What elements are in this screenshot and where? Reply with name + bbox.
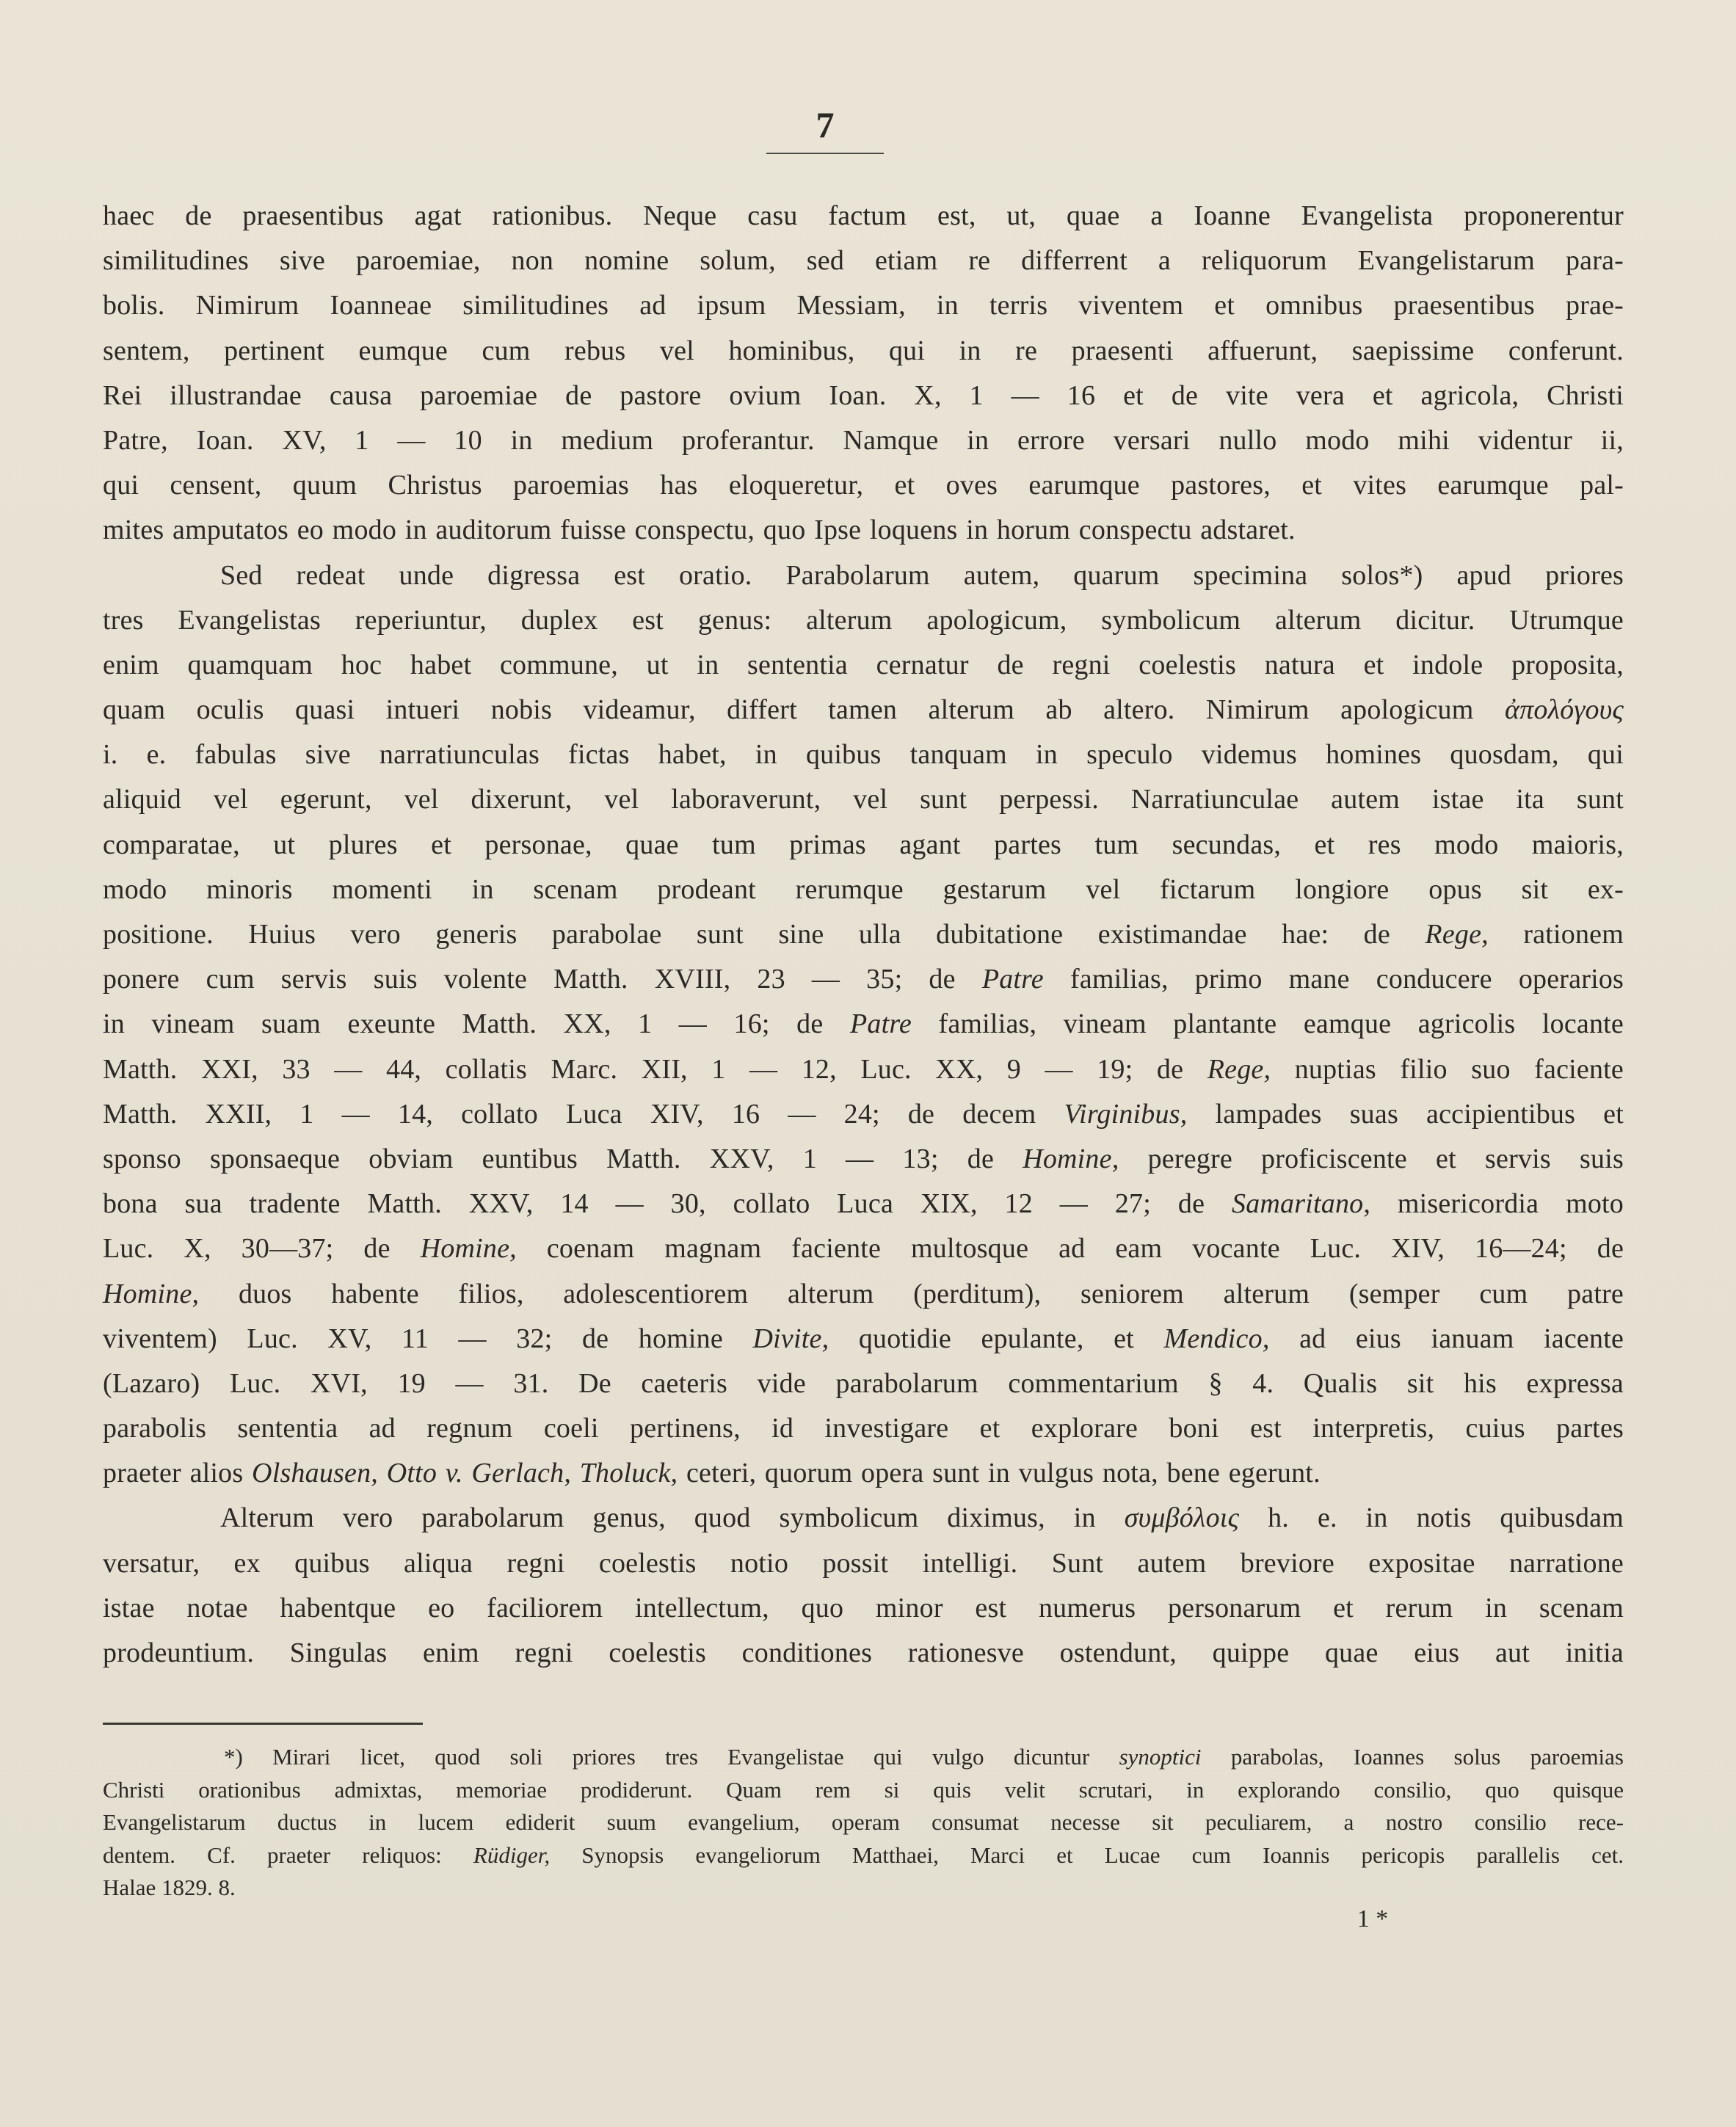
text-segment: Matth. XXII, 1 — 14, collato Luca XIV, 16 — 24; de decem — [103, 1098, 1036, 1130]
page-number-rule — [766, 153, 884, 154]
text-line: versatur, ex quibus aliqua regni coelestis notio possit intelligi. Sunt autem breviore expositae narratione — [103, 1547, 1624, 1579]
text-line: tres Evangelistas reperiuntur, duplex est genus: alterum apologicum, symbolicum alterum dicitur. Utrumque — [103, 604, 1624, 636]
text-segment: Alterum vero parabolarum genus, quod symbolicum diximus, in — [220, 1502, 1096, 1534]
footnote-line: Halae 1829. 8. — [103, 1875, 236, 1901]
text-line: Rei illustrandae causa paroemiae de pastore ovium Ioan. X, 1 — 16 et de vite vera et agricola, Christi — [103, 379, 1624, 411]
italic-name: Rege, — [1207, 1053, 1271, 1085]
text-line: bolis. Nimirum Ioanneae similitudines ad ipsum Messiam, in terris viventem et omnibus praesentibus prae- — [103, 290, 1624, 321]
text-segment: quotidie epulante, et — [858, 1323, 1134, 1354]
text-segment: duos habente filios, adolescentiorem alterum (perditum), seniorem alterum (semper cum patre — [238, 1278, 1624, 1309]
text-segment: rationem — [1523, 919, 1624, 950]
footnote — [103, 1741, 1624, 1905]
italic-name: Divite, — [752, 1323, 829, 1354]
text-segment: Luc. X, 30—37; de — [103, 1233, 391, 1265]
text-segment: familias, primo mane conducere operarios — [1069, 964, 1624, 995]
text-segment: ponere cum servis suis volente Matth. XVIII, 23 — 35; de — [103, 964, 956, 995]
text-segment: *) Mirari licet, quod soli priores tres Evangelistae qui vulgo dicuntur — [224, 1744, 1090, 1770]
text-line: Sed redeat unde digressa est oratio. Parabolarum autem, quarum specimina solos*) apud priores — [220, 559, 1624, 591]
text-line — [103, 1272, 1624, 1317]
page-number: 7 — [816, 104, 835, 145]
italic-authors: Olshausen, Otto v. Gerlach, Tholuck, — [252, 1458, 678, 1489]
italic-name: Patre — [849, 1008, 912, 1040]
text-segment: dentem. Cf. praeter reliquos: — [103, 1841, 442, 1868]
text-segment: quam oculis quasi intueri nobis videamur, differt tamen alterum ab altero. Nimirum apologicum — [103, 694, 1474, 726]
text-line — [103, 1182, 1624, 1226]
greek-word: ἀπολόγους — [1504, 694, 1624, 726]
signature-mark: 1 * — [1357, 1905, 1389, 1933]
text-line: comparatae, ut plures et personae, quae tum primas agant partes tum secundas, et res modo maioris, — [103, 829, 1624, 860]
text-line: modo minoris momenti in scenam prodeant rerumque gestarum vel fictarum longiore opus sit ex- — [103, 873, 1624, 905]
text-line: mites amputatos eo modo in auditorum fuisse conspectu, quo Ipse loquens in horum conspectu adstaret. — [103, 515, 1296, 546]
italic-name: Mendico, — [1163, 1323, 1270, 1354]
text-line — [103, 1226, 1624, 1271]
text-segment: bona sua tradente Matth. XXV, 14 — 30, collato Luca XIX, 12 — 27; de — [103, 1188, 1205, 1220]
footnote-line — [103, 1741, 1624, 1774]
text-segment: lampades suas accipientibus et — [1215, 1098, 1624, 1130]
text-segment: peregre proficiscente et servis suis — [1147, 1143, 1624, 1174]
text-line — [103, 1047, 1624, 1092]
footnote-line: Evangelistarum ductus in lucem ediderit suum evangelium, operam consumat necesse sit peculiarem, a nostro consilio rece- — [103, 1809, 1624, 1836]
text-segment: ad eius ianuam iacente — [1299, 1323, 1624, 1354]
text-line: similitudines sive paroemiae, non nomine solum, sed etiam re differrent a reliquorum Evangelistarum para- — [103, 245, 1624, 277]
text-line: enim quamquam hoc habet commune, ut in sententia cernatur de regni coelestis natura et indole proposita, — [103, 649, 1624, 680]
text-segment: ceteri, quorum opera sunt in vulgus nota, bene egerunt. — [686, 1458, 1321, 1489]
italic-name: Patre — [981, 964, 1044, 995]
italic-name: Homine, — [103, 1278, 200, 1309]
italic-name: Virginibus, — [1064, 1098, 1188, 1130]
footnote-line — [103, 1839, 1624, 1872]
text-line — [103, 1496, 1624, 1541]
text-segment: positione. Huius vero generis parabolae sunt sine ulla dubitatione existimandae hae: de — [103, 919, 1390, 950]
text-segment: h. e. in notis quibusdam — [1268, 1502, 1624, 1534]
text-segment: misericordia moto — [1397, 1188, 1624, 1220]
text-line: qui censent, quum Christus paroemias has eloqueretur, et oves earumque pastores, et vites earumque pal- — [103, 470, 1624, 501]
text-segment: parabolas, Ioannes solus paroemias — [1230, 1744, 1624, 1770]
text-line: istae notae habentque eo faciliorem intellectum, quo minor est numerus personarum et rerum in scenam — [103, 1592, 1624, 1624]
text-segment: viventem) Luc. XV, 11 — 32; de homine — [103, 1323, 723, 1354]
text-segment: in vineam suam exeunte Matth. XX, 1 — 16; de — [103, 1008, 824, 1040]
text-segment: nuptias filio suo faciente — [1294, 1053, 1624, 1085]
text-line: i. e. fabulas sive narratiunculas fictas habet, in quibus tanquam in speculo videmus homines quosdam, qui — [103, 739, 1624, 771]
text-line — [103, 1092, 1624, 1137]
italic-name: Rüdiger, — [473, 1841, 551, 1868]
text-line: Patre, Ioan. XV, 1 — 10 in medium proferantur. Namque in errore versari nullo modo mihi videntur ii, — [103, 424, 1624, 456]
text-segment: Matth. XXI, 33 — 44, collatis Marc. XII, 1 — 12, Luc. XX, 9 — 19; de — [103, 1053, 1184, 1085]
text-line — [103, 957, 1624, 1002]
text-segment: praeter alios — [103, 1458, 244, 1489]
text-line: aliquid vel egerunt, vel dixerunt, vel laboraverunt, vel sunt perpessi. Narratiunculae autem istae ita sunt — [103, 784, 1624, 815]
italic-name: Samaritano, — [1232, 1188, 1371, 1220]
text-line — [103, 1137, 1624, 1182]
text-segment: sponso sponsaeque obviam euntibus Matth. XXV, 1 — 13; de — [103, 1143, 995, 1174]
italic-name: Homine, — [1023, 1143, 1119, 1174]
footnote-rule — [103, 1723, 423, 1725]
text-line — [103, 1002, 1624, 1047]
italic-name: Rege, — [1425, 919, 1489, 950]
body-text — [103, 194, 1624, 1676]
text-segment: Synopsis evangeliorum Matthaei, Marci et Lucae cum Ioannis pericopis parallelis cet. — [581, 1841, 1624, 1868]
text-line — [103, 1451, 1624, 1496]
italic-name: Homine, — [420, 1233, 517, 1265]
text-segment: familias, vineam plantante eamque agricolis locante — [938, 1008, 1624, 1040]
text-line: (Lazaro) Luc. XVI, 19 — 31. De caeteris vide parabolarum commentarium § 4. Qualis sit his expressa — [103, 1367, 1624, 1399]
text-line — [103, 688, 1624, 732]
italic-term: synoptici — [1119, 1744, 1202, 1770]
text-line: sentem, pertinent eumque cum rebus vel hominibus, qui in re praesenti affuerunt, saepissime conferunt. — [103, 335, 1624, 366]
text-line — [103, 912, 1624, 957]
text-line: prodeuntium. Singulas enim regni coelestis conditiones rationesve ostendunt, quippe quae eius aut initia — [103, 1637, 1624, 1668]
text-segment: coenam magnam faciente multosque ad eam vocante Luc. XIV, 16—24; de — [546, 1233, 1624, 1265]
footnote-line: Christi orationibus admixtas, memoriae prodiderunt. Quam rem si quis velit scrutari, in explorando consilio, quo quisque — [103, 1776, 1624, 1803]
text-line: parabolis sententia ad regnum coeli pertinens, id investigare et explorare boni est interpretis, cuius partes — [103, 1413, 1624, 1444]
greek-word: συμβόλοις — [1124, 1502, 1240, 1534]
text-line: haec de praesentibus agat rationibus. Neque casu factum est, ut, quae a Ioanne Evangelista proponerentur — [103, 200, 1624, 231]
text-line — [103, 1317, 1624, 1361]
